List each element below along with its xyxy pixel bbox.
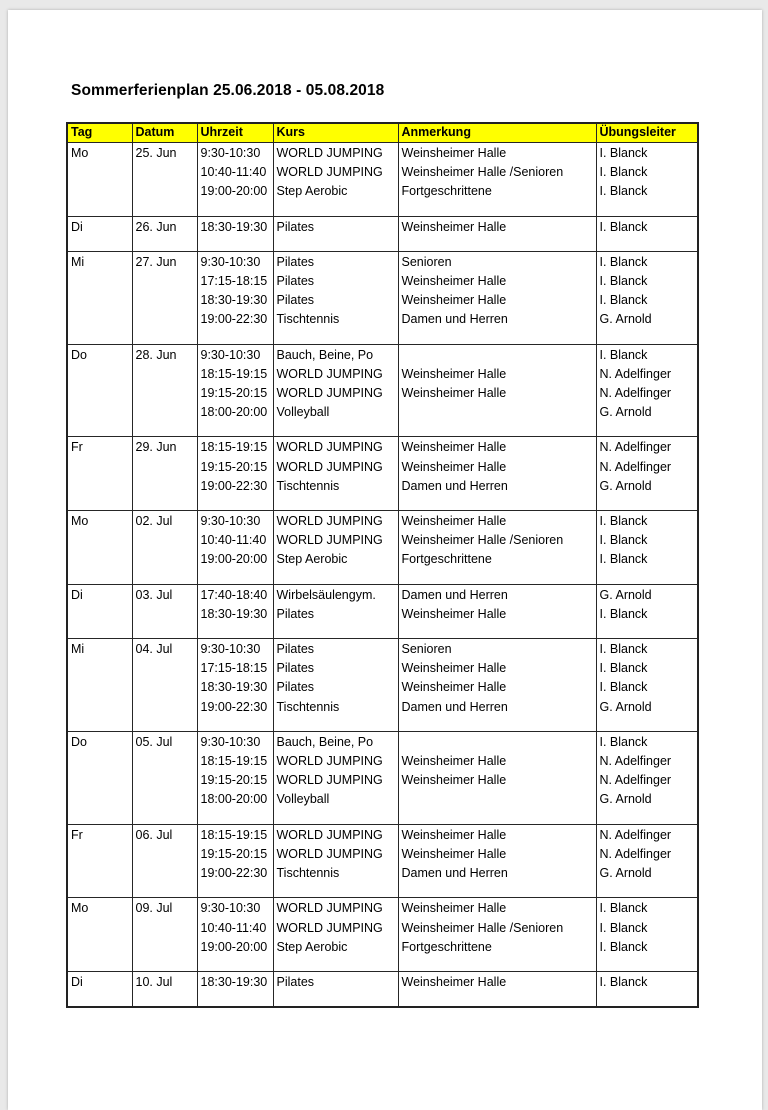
time-label: 18:30-19:30: [200, 293, 268, 308]
note-label: Weinsheimer Halle: [401, 146, 507, 160]
column-header: Uhrzeit: [197, 123, 273, 143]
cell-datum: [132, 898, 197, 972]
note-label: Fortgeschrittene: [401, 939, 492, 954]
day-label: Di: [71, 587, 83, 602]
time-label: 10:40-11:40: [200, 920, 267, 935]
cell-datum: [132, 639, 197, 732]
table-row: [67, 251, 698, 344]
time-label: 9:30-10:30: [200, 642, 261, 657]
table-row: [67, 143, 698, 217]
date-label: 10. Jul: [135, 974, 173, 989]
cell-uhrzeit: [197, 639, 273, 732]
note-label: Weinsheimer Halle: [401, 661, 507, 676]
course-label: WORLD JUMPING: [276, 459, 383, 474]
time-label: 18:30-19:30: [200, 680, 268, 695]
note-label: Weinsheimer Halle: [401, 440, 507, 455]
cell-anmerkung: [398, 971, 596, 1007]
time-label: 18:15-19:15: [200, 366, 268, 381]
cell-uhrzeit: [197, 143, 273, 217]
column-header: Kurs: [273, 123, 398, 143]
cell-uebungsleiter: [596, 344, 698, 437]
note-label: Weinsheimer Halle: [401, 827, 507, 842]
cell-kurs: [273, 344, 398, 437]
time-label: 9:30-10:30: [200, 734, 261, 749]
time-label: 19:00-20:00: [200, 552, 268, 567]
cell-anmerkung: [398, 824, 596, 898]
cell-kurs: [273, 971, 398, 1007]
trainer-label: I. Blanck: [599, 533, 648, 548]
schedule-table: [66, 122, 699, 1008]
date-label: 26. Jun: [135, 219, 177, 234]
trainer-label: I. Blanck: [599, 146, 648, 160]
day-label: Di: [71, 219, 83, 234]
cell-kurs: [273, 251, 398, 344]
trainer-label: I. Blanck: [599, 974, 648, 989]
time-label: 18:15-19:15: [200, 440, 268, 455]
table-row: [67, 344, 698, 437]
time-label: 19:00-20:00: [200, 939, 268, 954]
note-label: Weinsheimer Halle: [401, 293, 507, 308]
time-label: 17:15-18:15: [200, 661, 268, 676]
time-label: 19:15-20:15: [200, 846, 268, 861]
course-label: WORLD JUMPING: [276, 440, 383, 455]
course-label: Tischtennis: [276, 312, 340, 327]
cell-tag: [67, 639, 132, 732]
course-label: WORLD JUMPING: [276, 366, 383, 381]
course-label: Tischtennis: [276, 478, 340, 493]
cell-uhrzeit: [197, 216, 273, 251]
day-label: Fr: [71, 440, 83, 455]
document-page: [8, 10, 762, 1110]
trainer-label: I. Blanck: [599, 514, 648, 529]
trainer-label: I. Blanck: [599, 184, 648, 199]
table-row: [67, 898, 698, 972]
note-label: [402, 790, 593, 809]
cell-kurs: [273, 639, 398, 732]
course-label: Volleyball: [276, 792, 330, 807]
date-label: 28. Jun: [135, 347, 177, 362]
course-label: Step Aerobic: [276, 552, 348, 567]
time-label: 9:30-10:30: [200, 514, 261, 529]
time-label: 19:15-20:15: [200, 386, 268, 401]
note-label: Weinsheimer Halle: [401, 459, 507, 474]
cell-tag: [67, 216, 132, 251]
cell-uebungsleiter: [596, 511, 698, 585]
trainer-label: I. Blanck: [599, 254, 648, 269]
note-label: Damen und Herren: [401, 699, 508, 714]
day-label: Do: [71, 734, 87, 749]
trainer-label: I. Blanck: [599, 920, 648, 935]
time-label: 9:30-10:30: [200, 901, 261, 916]
note-label: Weinsheimer Halle: [401, 219, 507, 234]
day-label: Mo: [71, 146, 89, 160]
note-label: Damen und Herren: [401, 866, 508, 881]
course-label: Step Aerobic: [276, 184, 348, 199]
cell-uebungsleiter: [596, 639, 698, 732]
cell-datum: [132, 731, 197, 824]
cell-uhrzeit: [197, 344, 273, 437]
trainer-label: I. Blanck: [599, 734, 648, 749]
table-body: [67, 143, 698, 1008]
date-label: 03. Jul: [135, 587, 173, 602]
trainer-label: G. Arnold: [599, 587, 652, 602]
note-label: Fortgeschrittene: [401, 552, 492, 567]
course-label: Pilates: [276, 606, 315, 621]
trainer-label: G. Arnold: [599, 792, 652, 807]
cell-tag: [67, 731, 132, 824]
note-label: Weinsheimer Halle: [401, 366, 507, 381]
cell-uebungsleiter: [596, 251, 698, 344]
course-label: Volleyball: [276, 405, 330, 420]
trainer-label: N. Adelfinger: [599, 386, 672, 401]
note-label: Weinsheimer Halle: [401, 754, 507, 769]
cell-datum: [132, 143, 197, 217]
course-label: Pilates: [276, 219, 315, 234]
trainer-label: N. Adelfinger: [599, 846, 672, 861]
trainer-label: I. Blanck: [599, 939, 648, 954]
column-header: Tag: [67, 123, 132, 143]
cell-uebungsleiter: [596, 824, 698, 898]
course-label: Pilates: [276, 680, 315, 695]
cell-anmerkung: [398, 511, 596, 585]
cell-kurs: [273, 437, 398, 511]
cell-datum: [132, 216, 197, 251]
time-label: 18:15-19:15: [200, 827, 268, 842]
cell-uebungsleiter: [596, 584, 698, 638]
date-label: 06. Jul: [135, 827, 173, 842]
cell-datum: [132, 511, 197, 585]
course-label: Pilates: [276, 974, 315, 989]
time-label: 19:00-22:30: [200, 478, 268, 493]
day-label: Fr: [71, 827, 83, 842]
time-label: 18:30-19:30: [200, 606, 268, 621]
trainer-label: I. Blanck: [599, 552, 648, 567]
cell-tag: [67, 824, 132, 898]
trainer-label: I. Blanck: [599, 165, 648, 180]
time-label: 18:30-19:30: [200, 974, 268, 989]
trainer-label: N. Adelfinger: [599, 773, 672, 788]
note-label: Senioren: [401, 254, 452, 269]
course-label: WORLD JUMPING: [276, 846, 383, 861]
course-label: Tischtennis: [276, 699, 340, 714]
date-label: 05. Jul: [135, 734, 173, 749]
cell-uhrzeit: [197, 511, 273, 585]
time-label: 19:00-22:30: [200, 699, 268, 714]
note-label: Weinsheimer Halle: [401, 514, 507, 529]
cell-datum: [132, 824, 197, 898]
cell-kurs: [273, 143, 398, 217]
course-label: WORLD JUMPING: [276, 901, 383, 916]
cell-datum: [132, 344, 197, 437]
table-row: [67, 437, 698, 511]
trainer-label: N. Adelfinger: [599, 459, 672, 474]
page-title: Sommerferienplan 25.06.2018 - 05.08.2018: [71, 82, 385, 99]
cell-tag: [67, 898, 132, 972]
cell-datum: [132, 584, 197, 638]
note-label: Damen und Herren: [401, 587, 508, 602]
cell-datum: [132, 251, 197, 344]
cell-anmerkung: [398, 344, 596, 437]
note-label: Weinsheimer Halle: [401, 386, 507, 401]
table-row: [67, 511, 698, 585]
course-label: WORLD JUMPING: [276, 773, 383, 788]
cell-uebungsleiter: [596, 898, 698, 972]
cell-tag: [67, 584, 132, 638]
cell-anmerkung: [398, 898, 596, 972]
course-label: Pilates: [276, 293, 315, 308]
note-label: Weinsheimer Halle /Senioren: [401, 533, 564, 548]
trainer-label: I. Blanck: [599, 347, 648, 362]
cell-uhrzeit: [197, 251, 273, 344]
trainer-label: I. Blanck: [599, 661, 648, 676]
course-label: WORLD JUMPING: [276, 146, 383, 160]
date-label: 04. Jul: [135, 642, 173, 657]
course-label: Pilates: [276, 254, 315, 269]
time-label: 17:40-18:40: [200, 587, 268, 602]
time-label: 10:40-11:40: [200, 533, 267, 548]
cell-uhrzeit: [197, 437, 273, 511]
cell-anmerkung: [398, 584, 596, 638]
cell-anmerkung: [398, 731, 596, 824]
time-label: 19:00-22:30: [200, 866, 268, 881]
day-label: Mi: [71, 254, 85, 269]
cell-uhrzeit: [197, 824, 273, 898]
cell-datum: [132, 971, 197, 1007]
time-label: 9:30-10:30: [200, 146, 261, 160]
note-label: Senioren: [401, 642, 452, 657]
trainer-label: N. Adelfinger: [599, 827, 672, 842]
cell-tag: [67, 143, 132, 217]
cell-kurs: [273, 216, 398, 251]
course-label: Bauch, Beine, Po: [276, 347, 374, 362]
cell-uebungsleiter: [596, 731, 698, 824]
cell-uebungsleiter: [596, 143, 698, 217]
cell-tag: [67, 437, 132, 511]
course-label: Pilates: [276, 274, 315, 289]
note-label: Damen und Herren: [401, 312, 508, 327]
course-label: WORLD JUMPING: [276, 386, 383, 401]
day-label: Do: [71, 347, 87, 362]
date-label: 25. Jun: [135, 146, 177, 160]
cell-tag: [67, 511, 132, 585]
time-label: 10:40-11:40: [200, 165, 267, 180]
cell-kurs: [273, 731, 398, 824]
table-row: [67, 824, 698, 898]
cell-kurs: [273, 584, 398, 638]
course-label: Step Aerobic: [276, 939, 348, 954]
trainer-label: G. Arnold: [599, 866, 652, 881]
note-label: Fortgeschrittene: [401, 184, 492, 199]
course-label: Bauch, Beine, Po: [276, 734, 374, 749]
column-header: Übungsleiter: [596, 123, 698, 143]
trainer-label: I. Blanck: [599, 680, 648, 695]
column-header: Datum: [132, 123, 197, 143]
trainer-label: I. Blanck: [599, 606, 648, 621]
cell-uhrzeit: [197, 898, 273, 972]
time-label: 19:00-22:30: [200, 312, 268, 327]
trainer-label: N. Adelfinger: [599, 440, 672, 455]
course-label: Pilates: [276, 642, 315, 657]
note-label: Weinsheimer Halle /Senioren: [401, 165, 564, 180]
course-label: WORLD JUMPING: [276, 533, 383, 548]
time-label: 18:15-19:15: [200, 754, 268, 769]
table-row: [67, 584, 698, 638]
cell-tag: [67, 344, 132, 437]
note-label: Weinsheimer Halle: [401, 274, 507, 289]
cell-anmerkung: [398, 143, 596, 217]
trainer-label: G. Arnold: [599, 699, 652, 714]
cell-datum: [132, 437, 197, 511]
cell-kurs: [273, 824, 398, 898]
date-label: 27. Jun: [135, 254, 177, 269]
date-label: 29. Jun: [135, 440, 177, 455]
time-label: 19:15-20:15: [200, 459, 268, 474]
trainer-label: I. Blanck: [599, 901, 648, 916]
cell-tag: [67, 971, 132, 1007]
cell-uhrzeit: [197, 731, 273, 824]
trainer-label: I. Blanck: [599, 219, 648, 234]
note-label: Damen und Herren: [401, 478, 508, 493]
note-label: Weinsheimer Halle /Senioren: [401, 920, 564, 935]
note-label: Weinsheimer Halle: [401, 974, 507, 989]
cell-kurs: [273, 511, 398, 585]
course-label: WORLD JUMPING: [276, 165, 383, 180]
cell-uhrzeit: [197, 584, 273, 638]
cell-tag: [67, 251, 132, 344]
cell-uebungsleiter: [596, 971, 698, 1007]
cell-anmerkung: [398, 216, 596, 251]
note-label: Weinsheimer Halle: [401, 773, 507, 788]
time-label: 19:15-20:15: [200, 773, 268, 788]
trainer-label: G. Arnold: [599, 405, 652, 420]
trainer-label: N. Adelfinger: [599, 366, 672, 381]
time-label: 18:30-19:30: [200, 219, 268, 234]
table-row: [67, 639, 698, 732]
trainer-label: I. Blanck: [599, 274, 648, 289]
time-label: 17:15-18:15: [200, 274, 268, 289]
time-label: 9:30-10:30: [200, 347, 261, 362]
table-row: [67, 216, 698, 251]
time-label: 18:00-20:00: [200, 405, 268, 420]
day-label: Mi: [71, 642, 85, 657]
date-label: 09. Jul: [135, 901, 173, 916]
note-label: [402, 733, 593, 752]
trainer-label: I. Blanck: [599, 642, 648, 657]
cell-anmerkung: [398, 639, 596, 732]
cell-kurs: [273, 898, 398, 972]
course-label: WORLD JUMPING: [276, 920, 383, 935]
course-label: WORLD JUMPING: [276, 754, 383, 769]
trainer-label: I. Blanck: [599, 293, 648, 308]
course-label: Wirbelsäulengym.: [276, 587, 376, 602]
course-label: WORLD JUMPING: [276, 514, 383, 529]
course-label: WORLD JUMPING: [276, 827, 383, 842]
table-row: [67, 971, 698, 1007]
note-label: Weinsheimer Halle: [401, 680, 507, 695]
note-label: Weinsheimer Halle: [401, 606, 507, 621]
day-label: Mo: [71, 514, 89, 529]
time-label: 9:30-10:30: [200, 254, 261, 269]
trainer-label: G. Arnold: [599, 312, 652, 327]
day-label: Mo: [71, 901, 89, 916]
note-label: [402, 403, 593, 422]
table-row: [67, 731, 698, 824]
course-label: Pilates: [276, 661, 315, 676]
note-label: Weinsheimer Halle: [401, 901, 507, 916]
cell-anmerkung: [398, 437, 596, 511]
day-label: Di: [71, 974, 83, 989]
date-label: 02. Jul: [135, 514, 173, 529]
column-header: Anmerkung: [398, 123, 596, 143]
cell-anmerkung: [398, 251, 596, 344]
cell-uebungsleiter: [596, 216, 698, 251]
trainer-label: N. Adelfinger: [599, 754, 672, 769]
time-label: 18:00-20:00: [200, 792, 268, 807]
time-label: 19:00-20:00: [200, 184, 268, 199]
cell-uhrzeit: [197, 971, 273, 1007]
note-label: [402, 346, 593, 365]
trainer-label: G. Arnold: [599, 478, 652, 493]
table-header-row: [67, 123, 698, 143]
course-label: Tischtennis: [276, 866, 340, 881]
note-label: Weinsheimer Halle: [401, 846, 507, 861]
cell-uebungsleiter: [596, 437, 698, 511]
